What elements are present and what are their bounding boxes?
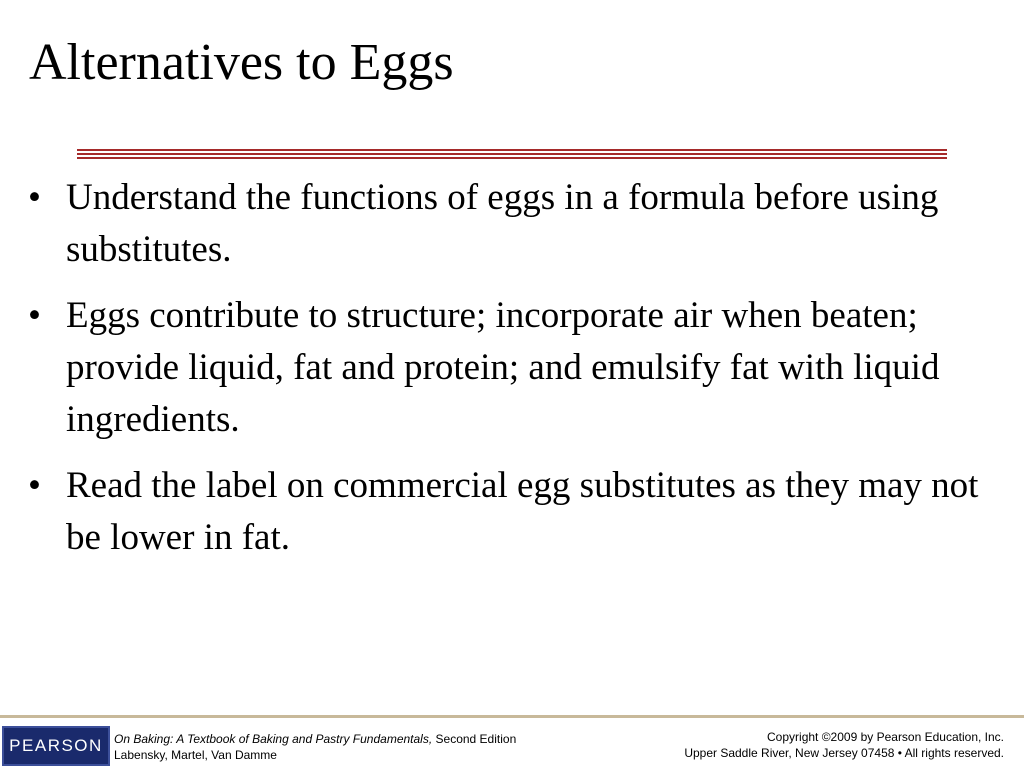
bullet-marker: •	[28, 465, 41, 506]
bullet-marker: •	[28, 177, 41, 218]
bullet-text: Read the label on commercial egg substitutes as they may not be lower in fat.	[66, 465, 979, 558]
slide-title: Alternatives to Eggs	[29, 34, 454, 91]
title-divider	[77, 153, 947, 155]
pearson-logo: PEARSON	[2, 726, 110, 766]
footer-copyright	[684, 729, 1004, 761]
bullet-text: Understand the functions of eggs in a formula before using substitutes.	[66, 177, 939, 270]
footer-authors: Labensky, Martel, Van Damme	[114, 748, 277, 762]
bullet-list	[28, 172, 988, 578]
bullet-item	[28, 290, 988, 446]
book-title: On Baking: A Textbook of Baking and Pastry Fundamentals,	[114, 732, 433, 746]
bullet-marker: •	[28, 295, 41, 336]
book-edition: Second Edition	[432, 732, 517, 746]
title-divider	[77, 149, 947, 151]
footer-citation	[114, 731, 516, 763]
title-divider	[77, 157, 947, 159]
bullet-item	[28, 460, 988, 564]
bullet-text: Eggs contribute to structure; incorporate air when beaten; provide liquid, fat and protein; and emulsify fat with liquid ingredients.	[66, 295, 940, 440]
copyright-line: Copyright ©2009 by Pearson Education, Inc.	[767, 730, 1004, 744]
address-line: Upper Saddle River, New Jersey 07458 • All rights reserved.	[684, 746, 1004, 760]
bullet-item	[28, 172, 988, 276]
footer-divider	[0, 715, 1024, 718]
footer-book-line	[114, 731, 516, 747]
